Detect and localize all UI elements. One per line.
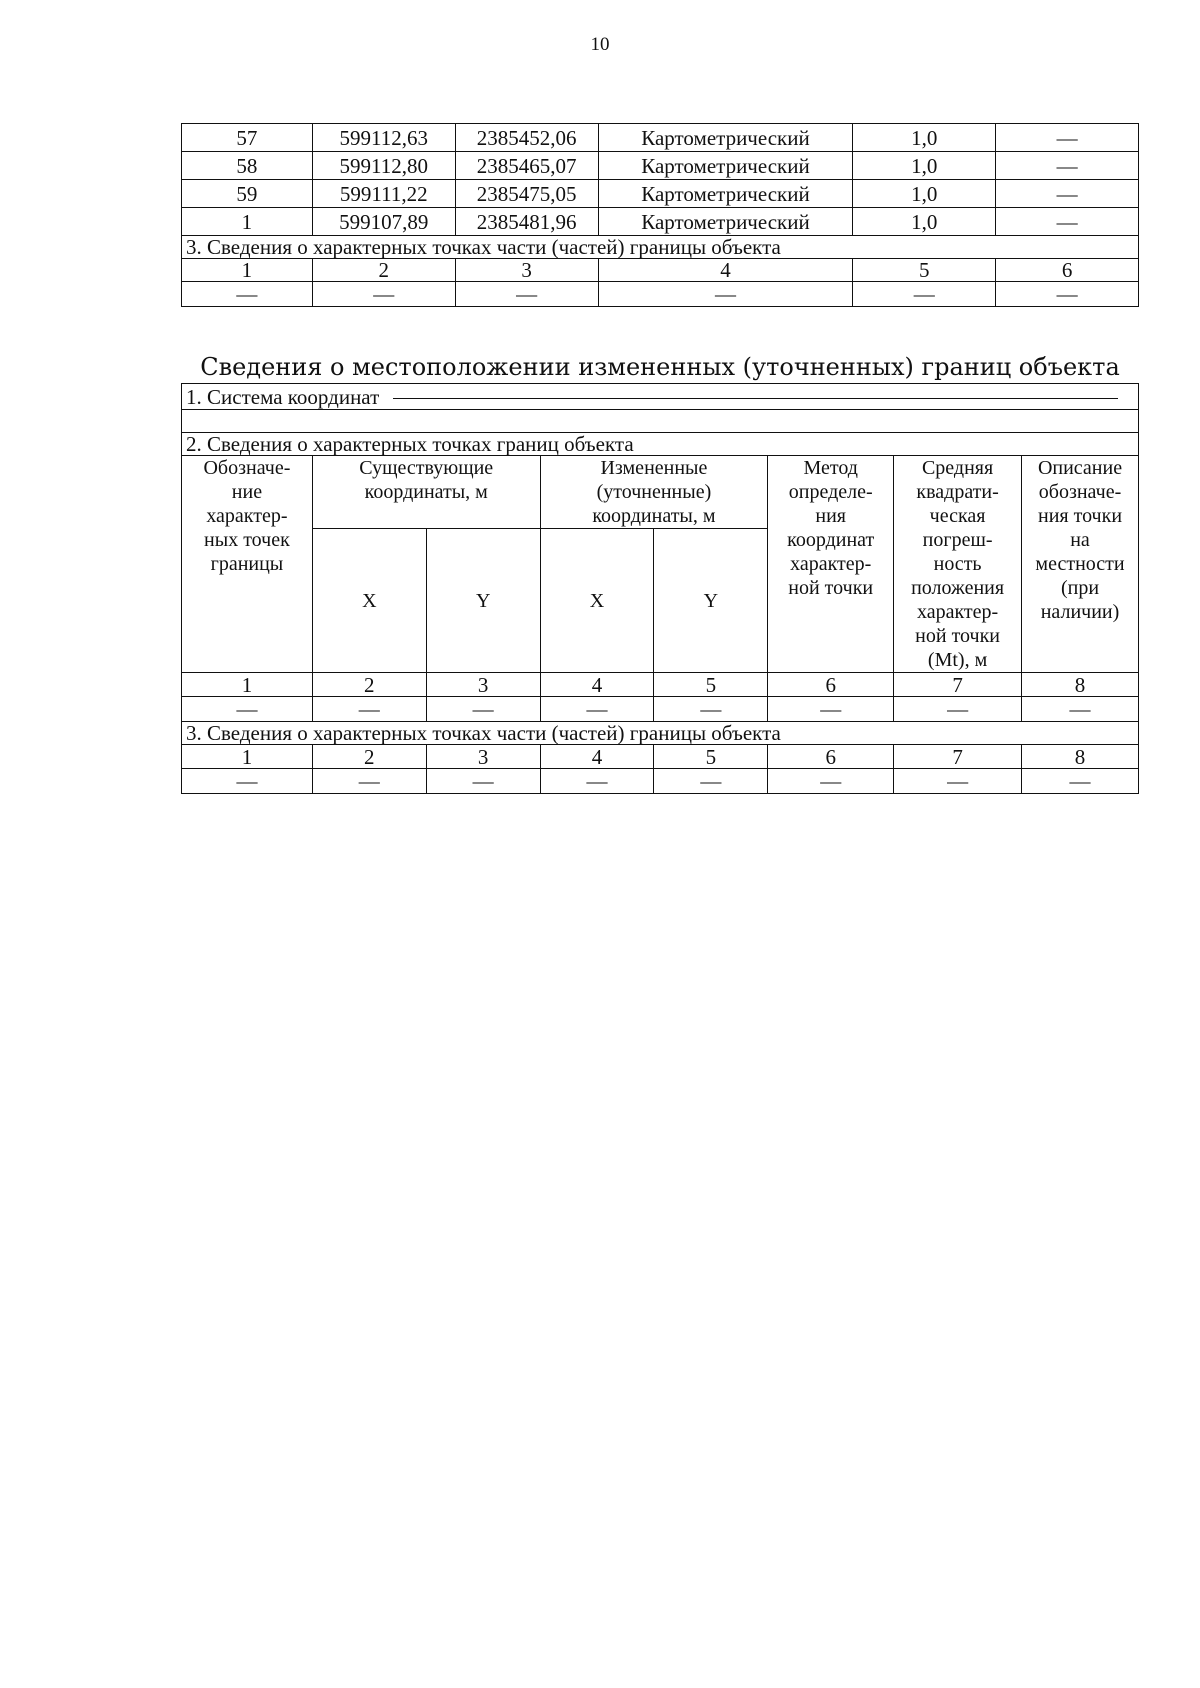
column-number: 1 (182, 673, 313, 697)
section-title: Сведения о местоположении измененных (уточненных) границ объекта (200, 353, 1120, 381)
column-number: 8 (1022, 745, 1139, 769)
column-number: 2 (312, 259, 455, 282)
column-number: 3 (426, 673, 540, 697)
mt-cell: 1,0 (853, 152, 996, 180)
section2-title: 2. Сведения о характерных точках границ объекта (182, 433, 1139, 456)
column-number: 1 (182, 259, 313, 282)
header-mt: Средняя квадрати- ческая погреш- ность положения характер- ной точки (Mt), м (894, 456, 1022, 673)
page-number: 10 (590, 34, 610, 55)
column-number: 5 (654, 673, 768, 697)
method-cell: Картометрический (598, 124, 853, 152)
dash-cell: — (182, 282, 313, 307)
y-coordinate-cell: 2385481,96 (455, 208, 598, 236)
header-description: Описание обозначе- ния точки на местности (при наличии) (1022, 456, 1139, 673)
column-number: 5 (853, 259, 996, 282)
column-number: 3 (426, 745, 540, 769)
dash-cell: — (312, 697, 426, 722)
header-existing-y: Y (426, 529, 540, 673)
dash-cell: — (540, 769, 654, 794)
dash-cell: — (426, 697, 540, 722)
column-number: 5 (654, 745, 768, 769)
header-changed-x: X (540, 529, 654, 673)
header-changed-y: Y (654, 529, 768, 673)
coordinate-system-line (393, 398, 1118, 399)
column-number: 2 (312, 673, 426, 697)
column-number: 7 (894, 673, 1022, 697)
y-coordinate-cell: 2385475,05 (455, 180, 598, 208)
section3-title: 3. Сведения о характерных точках части (частей) границы объекта (182, 722, 1139, 745)
dash-cell: — (894, 769, 1022, 794)
x-coordinate-cell: 599107,89 (312, 208, 455, 236)
dash-cell: — (768, 769, 894, 794)
column-number: 8 (1022, 673, 1139, 697)
method-cell: Картометрический (598, 152, 853, 180)
table-row (182, 208, 1139, 236)
header-designation: Обозначе- ние характер- ных точек границы (182, 456, 313, 673)
blank-row (182, 410, 1139, 433)
coordinate-system-row (182, 384, 1139, 410)
description-cell: — (996, 180, 1139, 208)
dash-cell: — (182, 697, 313, 722)
dash-cell: — (894, 697, 1022, 722)
x-coordinate-cell: 599111,22 (312, 180, 455, 208)
dash-cell: — (768, 697, 894, 722)
column-number: 3 (455, 259, 598, 282)
x-coordinate-cell: 599112,63 (312, 124, 455, 152)
dash-cell: — (312, 769, 426, 794)
section3-title: 3. Сведения о характерных точках части (частей) границы объекта (182, 236, 1139, 259)
column-number: 4 (540, 673, 654, 697)
table-row (182, 124, 1139, 152)
column-number: 4 (540, 745, 654, 769)
header-changed-coords: Измененные (уточненные) координаты, м (540, 456, 768, 529)
mt-cell: 1,0 (853, 180, 996, 208)
method-cell: Картометрический (598, 208, 853, 236)
header-existing-x: X (312, 529, 426, 673)
header-method: Метод определе- ния координат характер- ной точки (768, 456, 894, 673)
table-row (182, 152, 1139, 180)
column-number: 7 (894, 745, 1022, 769)
column-number: 1 (182, 745, 313, 769)
column-number: 6 (768, 745, 894, 769)
coordinate-system-label: 1. Система координат (186, 384, 380, 409)
column-number: 6 (996, 259, 1139, 282)
description-cell: — (996, 152, 1139, 180)
mt-cell: 1,0 (853, 208, 996, 236)
point-number-cell: 59 (182, 180, 313, 208)
dash-cell: — (426, 769, 540, 794)
point-number-cell: 57 (182, 124, 313, 152)
mt-cell: 1,0 (853, 124, 996, 152)
dash-cell: — (1022, 697, 1139, 722)
dash-cell: — (598, 282, 853, 307)
column-number: 6 (768, 673, 894, 697)
column-number: 4 (598, 259, 853, 282)
dash-cell: — (654, 697, 768, 722)
dash-cell: — (996, 282, 1139, 307)
y-coordinate-cell: 2385465,07 (455, 152, 598, 180)
changed-boundaries-table (181, 383, 1139, 794)
y-coordinate-cell: 2385452,06 (455, 124, 598, 152)
description-cell: — (996, 124, 1139, 152)
method-cell: Картометрический (598, 180, 853, 208)
column-number: 2 (312, 745, 426, 769)
table-row (182, 180, 1139, 208)
x-coordinate-cell: 599112,80 (312, 152, 455, 180)
dash-cell: — (312, 282, 455, 307)
dash-cell: — (540, 697, 654, 722)
header-existing-coords: Существующие координаты, м (312, 456, 540, 529)
coordinates-table (181, 123, 1139, 307)
point-number-cell: 58 (182, 152, 313, 180)
dash-cell: — (455, 282, 598, 307)
dash-cell: — (654, 769, 768, 794)
description-cell: — (996, 208, 1139, 236)
dash-cell: — (1022, 769, 1139, 794)
point-number-cell: 1 (182, 208, 313, 236)
dash-cell: — (853, 282, 996, 307)
dash-cell: — (182, 769, 313, 794)
